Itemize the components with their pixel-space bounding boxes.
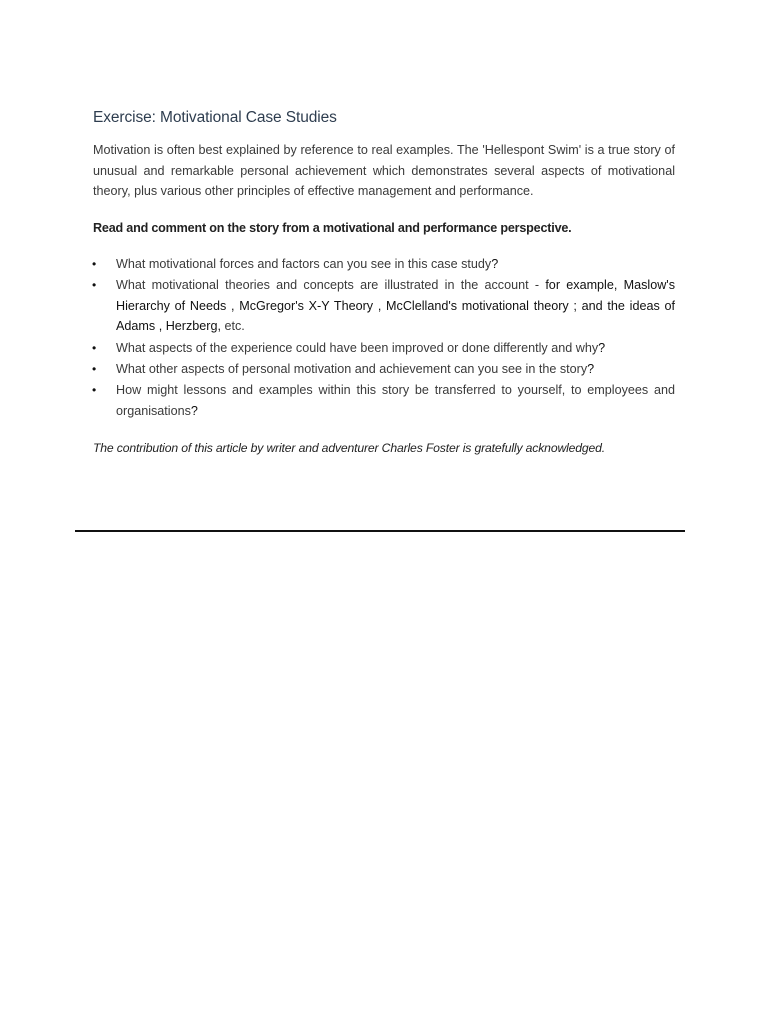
question-item-lessons [93,380,675,422]
bullet-icon: • [92,256,97,271]
question-text: What other aspects of personal motivation and achievement can you see in the story [116,361,588,376]
section-divider [75,530,685,532]
question-item-theories [93,275,675,337]
question-mark: ? [587,361,595,376]
question-text: How might lessons and examples within this story be transferred to yourself, to employees and organisations [116,383,675,419]
bullet-icon: • [92,277,97,292]
acknowledgement-text: The contribution of this article by writer and adventurer Charles Foster is gratefully acknowledged. [93,440,606,455]
intro-paragraph: Motivation is often best explained by reference to real examples. The 'Hellespont Swim' is a true story of unusual and remarkable personal achievement which demonstrates several aspects of motivational theory, plus various other principles of effective management and performance. [93,143,675,198]
question-tail: etc. [221,319,245,334]
question-item-improvements [93,338,675,359]
bullet-icon: • [92,361,97,376]
question-item-other-aspects [93,359,675,380]
question-list [93,254,675,422]
question-text: What motivational forces and factors can you see in this case study [116,256,492,271]
bullet-icon: • [92,340,97,355]
question-mark: ? [598,340,606,355]
question-item-forces [93,254,675,275]
question-text: What aspects of the experience could have been improved or done differently and why [116,340,599,355]
page-content [93,106,675,458]
instruction-text: Read and comment on the story from a motivational and performance perspective. [93,220,572,235]
question-text: What motivational theories and concepts are illustrated in the account - [116,277,546,292]
page-title: Exercise: Motivational Case Studies [93,109,337,126]
question-mark: ? [491,256,499,271]
theory-references: for example, Maslow's Hierarchy of Needs , McGregor's X-Y Theory , McClelland's motivational theory ; and the ideas of Adams , Herzberg, [116,277,676,334]
bullet-icon: • [92,383,97,398]
question-mark: ? [190,404,198,419]
